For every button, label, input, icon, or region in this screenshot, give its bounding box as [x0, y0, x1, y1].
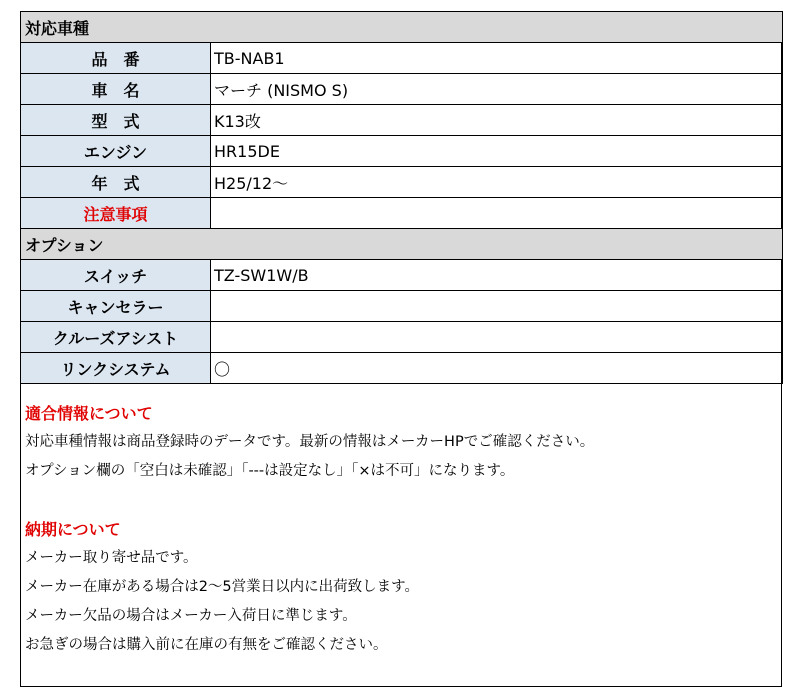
fit-info-title: 適合情報について	[25, 404, 153, 423]
car-name-label: 車 名	[21, 74, 211, 105]
option-section-row	[21, 229, 783, 260]
fit-info-line: オプション欄の「空白は未確認」「---は設定なし」「×は不可」になります。	[25, 463, 515, 479]
compatibility-sheet	[20, 11, 782, 687]
model-year-label: 年 式	[21, 167, 211, 198]
compat-section-row	[21, 12, 783, 43]
row-engine	[21, 136, 783, 167]
spec-table	[20, 11, 783, 384]
delivery-line: メーカー在庫がある場合は2〜5営業日以内に出荷致します。	[25, 579, 419, 595]
engine-value: HR15DE	[211, 136, 783, 167]
part-number-label: 品 番	[21, 43, 211, 74]
car-name-value: マーチ (NISMO S)	[211, 74, 783, 105]
link-system-value: 〇	[211, 353, 783, 384]
row-link-system	[21, 353, 783, 384]
notes-section	[25, 399, 775, 660]
cruise-assist-label: クルーズアシスト	[21, 322, 211, 353]
row-model-year	[21, 167, 783, 198]
caution-label: 注意事項	[21, 198, 211, 229]
row-canceller	[21, 291, 783, 322]
row-switch	[21, 260, 783, 291]
row-car-name	[21, 74, 783, 105]
cruise-assist-value	[211, 322, 783, 353]
switch-value: TZ-SW1W/B	[211, 260, 783, 291]
link-system-label: リンクシステム	[21, 353, 211, 384]
delivery-title: 納期について	[25, 520, 121, 539]
part-number-value: TB-NAB1	[211, 43, 783, 74]
model-year-value: H25/12〜	[211, 167, 783, 198]
fit-info-line: 対応車種情報は商品登録時のデータです。最新の情報はメーカーHPでご確認ください。	[25, 434, 595, 450]
spacer	[25, 486, 775, 515]
row-notes	[21, 198, 783, 229]
engine-label: エンジン	[21, 136, 211, 167]
option-section-title: オプション	[21, 229, 783, 260]
model-code-value: K13改	[211, 105, 783, 136]
delivery-line: メーカー欠品の場合はメーカー入荷日に準じます。	[25, 608, 357, 624]
switch-label: スイッチ	[21, 260, 211, 291]
row-cruise-assist	[21, 322, 783, 353]
row-model-code	[21, 105, 783, 136]
model-code-label: 型 式	[21, 105, 211, 136]
delivery-line: メーカー取り寄せ品です。	[25, 550, 198, 566]
caution-value	[211, 198, 783, 229]
canceller-label: キャンセラー	[21, 291, 211, 322]
delivery-line: お急ぎの場合は購入前に在庫の有無をご確認ください。	[25, 637, 388, 653]
canceller-value	[211, 291, 783, 322]
compat-section-title: 対応車種	[21, 12, 783, 43]
row-part-number	[21, 43, 783, 74]
